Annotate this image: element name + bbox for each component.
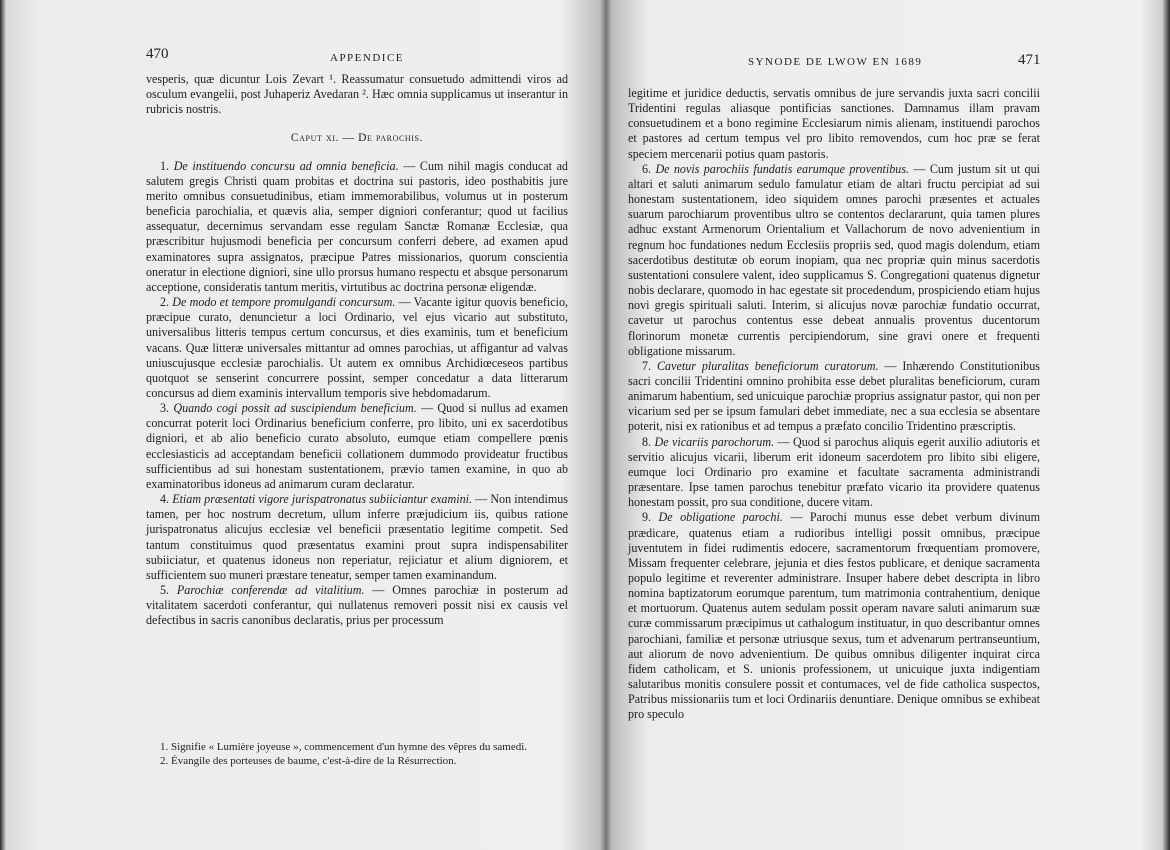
opening-paragraph-right: legitime et juridice deductis, servatis omnibus de jure servandis juxta sacri concilii Tridentini regulas aliasque pontificias sanctiones. Damnamus illam pravam consuetudinem et a bono regimine Ecclesiarum nimis alienam, instituendi parochos et pastores ad certum tempus vel pro libito removendos, cum hoc præ se ferat speciem mercenarii potius quam pastoris. [628,86,1040,161]
right-page [606,0,1170,850]
page-number-left: 470 [146,46,169,62]
section-number: 4. [160,492,170,507]
section-6 [628,162,1040,359]
section-8 [628,435,1040,511]
section-number: 3. [160,401,170,416]
section-text: — Vacante igitur quovis beneficio, præcipue curato, denuncietur a loci Ordinario, vel ejus vicario aut substituto, universalibus litteris tempus certum concursus, et dies examinis, tum et beneficium vacans. Quæ litteræ universales mittantur ad omnes parochias, ut affigantur ad valvas uniuscujusque ecclesiæ parochialis. Ut autem ex omnibus Archidiœceseos partibus quotquot se senserint concurrere possint, semper concedatur a data litterarum concursus ad diem examinis intervallum temporis sive hebdomadarum. [146,295,569,400]
section-number: 8. [642,434,652,449]
section-number: 2. [160,295,170,310]
section-text: — Omnes parochiæ in posterum ad vitalitatem sacerdoti conferantur, qui nullatenus removeri possit nisi ex causis vel defectibus in sacris canonibus declaratis, prius per processum [146,583,568,628]
section-number: 1. [160,158,170,173]
section-5 [146,583,568,628]
section-rubric: Etiam præsentati vigore jurispatronatus subiiciantur examini. [172,492,473,507]
chapter-title: Caput xi. — De parochis. [290,132,424,145]
right-text-column [628,86,1040,723]
section-number: 6. [642,161,652,176]
section-rubric: De vicariis parochorum. [654,434,775,449]
section-number: 7. [642,358,652,373]
section-text: — Cum justum sit ut qui altari et saluti animarum sedulo famulatur etiam de altari fructu percipiat ad sui honestam sustentationem, ideo siquidem omnes parochi præsentes et actuales suarum parochiarum proventibus ultro se contentos declararunt, quia tamen plures adhuc exstant Armenorum Orientalium et Vallachorum de novo advenientium in regnum hoc fundationes nedum Ecclesiis propriis sed, quod magis dolendum, etiam sacerdotibus destitutæ ob eorum inopiam, qua nec propriæ quin minus sacerdotis sustentationi consulere valent, ideo supplicamus S. Congregationi quatenus dignetur nobis declarare, quomodo in hac egestate sit procedendum, prospiciendo etiam hujus novi gregis spirituali saluti. Interim, si alicujus novæ parochiæ fundatio occurrat, cavetur ut parochus contentus esse debeat annualis proventus ducentorum florinorum monetæ currentis percipiendorum, sine gravi onere et frequenti obligatione missarum. [628,161,1040,358]
page-number-right: 471 [1018,52,1041,68]
section-rubric: De instituendo concursu ad omnia beneficia. [173,158,399,173]
section-rubric: Cavetur pluralitas beneficiorum curatorum. [656,358,879,373]
chapter-heading [146,131,568,146]
section-2 [146,295,568,401]
section-text: — Quod si nullus ad examen concurrat poterit loci Ordinarius beneficium conferre, pro libito, uni ex sacerdotibus digniori, et ab alio beneficio curato absoluto, eumque etiam compellere pœnis ecclesiasticis ad acceptandam beneficii collationem dummodo provideatur fructibus sufficientibus ad sui honestam sustentationem, prævio tamen examine, in quo ab examinatoribus idoneus ad animarum curam declaratur. [146,401,568,491]
section-3 [146,401,568,492]
section-number: 9. [642,510,652,525]
section-rubric: De modo et tempore promulgandi concursum. [172,295,396,310]
section-9 [628,510,1040,722]
section-text: — Inhærendo Constitutionibus sacri concilii Tridentini omnino prohibita esse debet pluralitas beneficiorum, curam animarum habentium, sed unicuique parochiæ proprius assignatur pastor, qui non per vicarium sed per se ipsum famulari debet immediate, nec a sua ecclesia se absentare poterit, nisi ex rationibus et ad tempus a præfato concilio Tridentino præscriptis. [628,358,1040,434]
left-text-column [146,72,568,628]
opening-paragraph: vesperis, quæ dicuntur Lois Zevart ¹. Reassumatur consuetudo admittendi viros ad osculum evangelii, post Juhaperiz Avedaran ². Hæc omnia supplicamus ut inserantur in rubricis nostris. [146,72,568,117]
section-text: — Quod si parochus aliquis egerit auxilio adiutoris et servitio alicujus vicarii, liberum erit idoneum sacerdotem pro libito sibi eligere, eumque loci Ordinario pro examine et facultate sacramenta administrandi præsentare. Ipse tamen parochus tenebitur præfato vicario ita providere quatenus honestam possit, pro sua conditione, ducere vitam. [628,434,1040,510]
section-number: 5. [160,583,170,597]
footnote-2: 2. Évangile des porteuses de baume, c'est-à-dire de la Résurrection. [160,755,457,767]
footnotes [146,740,566,768]
section-text: — Cum nihil magis conducat ad salutem gregis Christi quam probitas et doctrina sui pastoris, ideo posthabitis jure merito omnibus consuetudinibus, etiam immemorabilibus, volumus ut in posterum beneficia parochialia, et quævis alia, semper digniori conferantur; quod ut facilius assequatur, decernimus servandam esse regulam Sanctæ Romanæ Ecclesiæ, qua præscribitur hujusmodi beneficia per concursum conferri debere, ad examen apud examinatores supra assignatos, præcipue Patres missionarios, quorum conscientia oneratur in electione digniori, sine ullo prorsus humano respectu et absque personarum acceptione, consideratis tantum meritis, virtutibus ac doctrina personæ eligendæ. [146,158,568,294]
section-rubric: De novis parochiis fundatis earumque proventibus. [655,161,910,176]
section-text: — Parochi munus esse debet verbum divinum prædicare, quatenus etiam a rudioribus intelligi possit omnibus, præcipue juventutem in fidei rudimentis edocere, sacramentorum frœquentiam promovere, Missam frequenter celebrare, jejunia et dies festos publicare, et denique sacramenta populo legitime et reverenter administrare. Insuper habere debet descripta in libro nomina baptizatorum eorumque parentum, tum matrimonia contrahentium, denique et mortuorum. Quatenus autem sedulam possit operam navare saluti animarum suæ curæ commissarum præcipimus ut cathalogum instituatur, in quo describantur omnes parochiani, familiæ et personæ utriusque sexus, tum et advenarum pertranseuntium, aut aliorum de novo advenientium. De quibus omnibus diligenter inquirat circa fidem catholicam, et S. unionis professionem, ut unicuique juxta indigentiam salutaribus monitis consulere possit et contumaces, vel de fide catholica suspectos, Patribus missionariis tum et loci Ordinariis denuntiare. Denique omnibus se exhibeat pro speculo [628,510,1040,722]
section-4 [146,492,568,583]
footnote-1: 1. Signifie « Lumière joyeuse », commencement d'un hymne des vêpres du samedi. [160,741,528,753]
section-text: — Non intendimus tamen, per hoc nostrum decretum, ullum inferre præjudicium iis, quibus ratione jurispatronatus alicujus ecclesiæ vel beneficii præsentatio legitime competit. Sed tantum constituimus quod præsentatus examini prout supra indispensabiliter subiiciatur, et quatenus idoneus non reperiatur, rejiciatur et alium digniorem, et sufficientem suo muneri præstare teneatur, semper tamen examinandum. [146,492,568,582]
section-rubric: Parochiæ conferendæ ad vitalitium. [176,583,365,597]
section-rubric: Quando cogi possit ad suscipiendum beneficium. [173,401,417,416]
section-1 [146,159,568,295]
section-rubric: De obligatione parochi. [658,510,783,525]
section-7 [628,359,1040,435]
running-head-left: APPENDICE [330,52,405,64]
running-head-right: SYNODE DE LWOW EN 1689 [748,56,923,68]
